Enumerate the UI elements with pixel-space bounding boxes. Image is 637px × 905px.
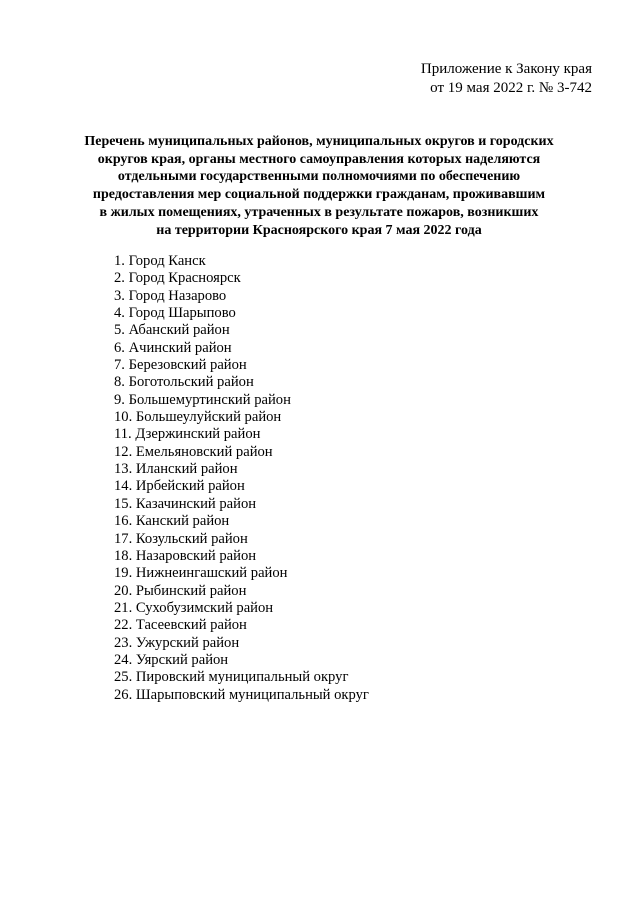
- list-item: 6. Ачинский район: [114, 339, 232, 356]
- list-item: 23. Ужурский район: [114, 634, 240, 651]
- list-item: 2. Город Красноярск: [114, 270, 241, 287]
- list-item: 16. Канский район: [114, 513, 230, 530]
- title-line: округов края, органы местного самоуправления которых наделяются: [97, 151, 541, 167]
- title-line: отдельными государственными полномочиями по обеспечению: [117, 169, 521, 185]
- list-item: 20. Рыбинский район: [114, 582, 247, 599]
- list-item: 13. Иланский район: [114, 461, 238, 478]
- list-item: 15. Казачинский район: [114, 495, 257, 512]
- title-line: в жилых помещениях, утраченных в результате пожаров, возникших: [99, 204, 539, 220]
- appendix-header-line-2: от 19 мая 2022 г. № 3-742: [430, 80, 592, 96]
- list-item: 21. Сухобузимский район: [114, 599, 274, 616]
- list-item: 5. Абанский район: [114, 322, 230, 339]
- appendix-header-line-1: Приложение к Закону края: [420, 61, 592, 77]
- list-item: 19. Нижнеингашский район: [114, 565, 288, 582]
- list-item: 18. Назаровский район: [114, 547, 257, 564]
- list-item: 12. Емельяновский район: [114, 443, 273, 460]
- title-line: предоставления мер социальной поддержки гражданам, проживавшим: [92, 187, 546, 203]
- municipality-list: [114, 253, 369, 704]
- list-item: 22. Тасеевский район: [114, 617, 247, 634]
- title-line: на территории Красноярского края 7 мая 2022 года: [156, 222, 482, 238]
- list-item: 25. Пировский муниципальный округ: [114, 669, 349, 686]
- list-item: 11. Дзержинский район: [114, 426, 261, 443]
- list-item: 26. Шарыповский муниципальный округ: [114, 686, 369, 703]
- document-title: [60, 133, 578, 239]
- list-item: 17. Козульский район: [114, 530, 248, 547]
- list-item: 4. Город Шарыпово: [114, 305, 236, 322]
- appendix-header: [421, 60, 592, 98]
- list-item: 3. Город Назарово: [114, 287, 227, 304]
- title-line: Перечень муниципальных районов, муниципальных округов и городских: [84, 134, 554, 149]
- list-item: 9. Большемуртинский район: [114, 391, 291, 408]
- list-item: 7. Березовский район: [114, 357, 247, 374]
- list-item: 8. Боготольский район: [114, 374, 254, 391]
- list-item: 1. Город Канск: [114, 253, 206, 269]
- list-item: 10. Большеулуйский район: [114, 409, 282, 426]
- list-item: 24. Уярский район: [114, 651, 229, 668]
- list-item: 14. Ирбейский район: [114, 478, 245, 495]
